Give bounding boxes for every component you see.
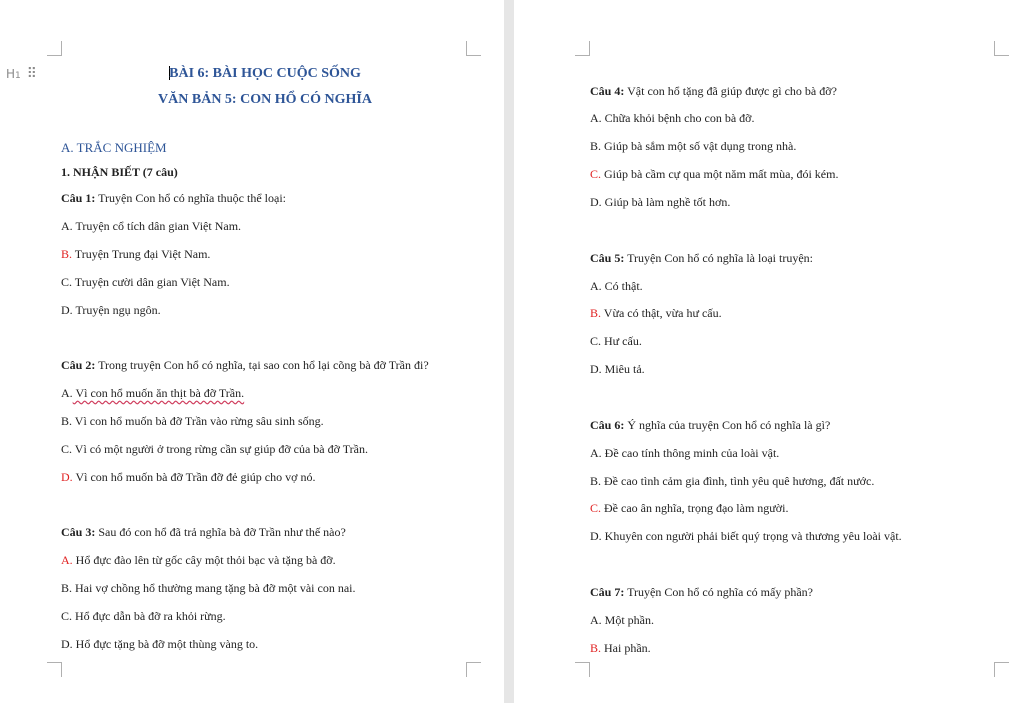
- section-heading-a: A. TRẮC NGHIỆM: [61, 140, 167, 155]
- option-4c: C. Giúp bà cầm cự qua một năm mất mùa, đói kém.: [590, 167, 839, 181]
- margin-corner-mark: [466, 662, 481, 677]
- option-5a: A. Có thật.: [590, 279, 643, 293]
- question-text: Truyện Con hổ có nghĩa có mấy phần?: [624, 585, 813, 599]
- margin-corner-mark: [994, 662, 1009, 677]
- option-2d: D. Vì con hổ muốn bà đỡ Trần đỡ đẻ giúp cho vợ nó.: [61, 470, 316, 484]
- correct-answer-letter: C.: [590, 501, 602, 515]
- question-1: [61, 190, 286, 206]
- option-5c: C. Hư cấu.: [590, 334, 642, 348]
- correct-answer-letter: B.: [590, 306, 602, 320]
- option-2c: C. Vì có một người ở trong rừng cần sự giúp đỡ của bà đỡ Trần.: [61, 442, 368, 456]
- drag-handle-icon[interactable]: ⠿: [26, 66, 37, 82]
- option-6d: D. Khuyên con người phải biết quý trọng và thương yêu loài vật.: [590, 529, 902, 543]
- question-label: Câu 1:: [61, 191, 96, 205]
- document-page-left[interactable]: [0, 0, 504, 703]
- text-title: VĂN BẢN 5: CON HỔ CÓ NGHĨA: [158, 92, 372, 107]
- correct-answer-letter: D.: [61, 470, 73, 484]
- document-page-right[interactable]: [514, 0, 1015, 703]
- question-label: Câu 2:: [61, 358, 96, 372]
- question-text: Ý nghĩa của truyện Con hổ có nghĩa là gì?: [624, 418, 831, 432]
- option-1c: C. Truyện cười dân gian Việt Nam.: [61, 275, 230, 289]
- section-heading-1: 1. NHẬN BIẾT (7 câu): [61, 165, 178, 179]
- option-3c: C. Hổ đực dẫn bà đỡ ra khỏi rừng.: [61, 609, 226, 623]
- margin-corner-mark: [47, 41, 62, 56]
- option-6a: A. Đề cao tính thông minh của loài vật.: [590, 446, 780, 460]
- margin-corner-mark: [466, 41, 481, 56]
- question-2: [61, 357, 429, 373]
- question-text: Truyện Con hổ có nghĩa là loại truyện:: [624, 251, 813, 265]
- question-label: Câu 3:: [61, 525, 96, 539]
- option-3d: D. Hổ đực tặng bà đỡ một thùng vàng to.: [61, 637, 259, 651]
- margin-corner-mark: [47, 662, 62, 677]
- option-4d: D. Giúp bà làm nghề tốt hơn.: [590, 195, 731, 209]
- question-4: [590, 83, 837, 99]
- option-7a: A. Một phần.: [590, 613, 655, 627]
- question-3: [61, 524, 346, 540]
- option-7b: B. Hai phần.: [590, 641, 651, 655]
- option-2b: B. Vì con hổ muốn bà đỡ Trần vào rừng sâu sinh sống.: [61, 414, 324, 428]
- option-1d: D. Truyện ngụ ngôn.: [61, 303, 161, 317]
- question-6: [590, 417, 830, 433]
- question-7: [590, 584, 813, 600]
- correct-answer-letter: B.: [61, 247, 73, 261]
- correct-answer-letter: A.: [61, 553, 73, 567]
- option-2a: A. Vì con hổ muốn ăn thịt bà đỡ Trần.: [61, 386, 245, 400]
- spellcheck-underline: Vì con hổ muốn ăn thịt bà đỡ Trần.: [72, 386, 245, 400]
- question-5: [590, 250, 813, 266]
- heading-indicator: H1: [6, 67, 21, 81]
- option-6c: C. Đề cao ân nghĩa, trọng đạo làm người.: [590, 501, 789, 515]
- question-label: Câu 7:: [590, 585, 625, 599]
- question-label: Câu 5:: [590, 251, 625, 265]
- question-text: Trong truyện Con hổ có nghĩa, tại sao con hổ lại cõng bà đỡ Trần đi?: [95, 358, 429, 372]
- margin-corner-mark: [575, 41, 590, 56]
- correct-answer-letter: B.: [590, 641, 602, 655]
- page-gutter: [504, 0, 514, 703]
- question-text: Sau đó con hổ đã trả nghĩa bà đỡ Trần như thế nào?: [95, 525, 346, 539]
- margin-corner-mark: [994, 41, 1009, 56]
- option-4a: A. Chữa khỏi bệnh cho con bà đỡ.: [590, 111, 755, 125]
- question-label: Câu 4:: [590, 84, 625, 98]
- option-5d: D. Miêu tả.: [590, 362, 645, 376]
- option-5b: B. Vừa có thật, vừa hư cấu.: [590, 306, 722, 320]
- correct-answer-letter: C.: [590, 167, 602, 181]
- option-6b: B. Đề cao tình cảm gia đình, tình yêu quê hương, đất nước.: [590, 474, 875, 488]
- margin-corner-mark: [575, 662, 590, 677]
- question-text: Truyện Con hổ có nghĩa thuộc thể loại:: [95, 191, 286, 205]
- question-text: Vật con hổ tặng đã giúp được gì cho bà đỡ?: [624, 84, 837, 98]
- option-1a: A. Truyện cổ tích dân gian Việt Nam.: [61, 219, 242, 233]
- question-label: Câu 6:: [590, 418, 625, 432]
- option-3a: A. Hổ đực đào lên từ gốc cây một thỏi bạc và tặng bà đỡ.: [61, 553, 336, 567]
- option-1b: B. Truyện Trung đại Việt Nam.: [61, 247, 211, 261]
- option-3b: B. Hai vợ chồng hổ thường mang tặng bà đỡ một vài con nai.: [61, 581, 356, 595]
- option-4b: B. Giúp bà sắm một số vật dụng trong nhà.: [590, 139, 797, 153]
- lesson-title: BÀI 6: BÀI HỌC CUỘC SỐNG: [169, 66, 361, 81]
